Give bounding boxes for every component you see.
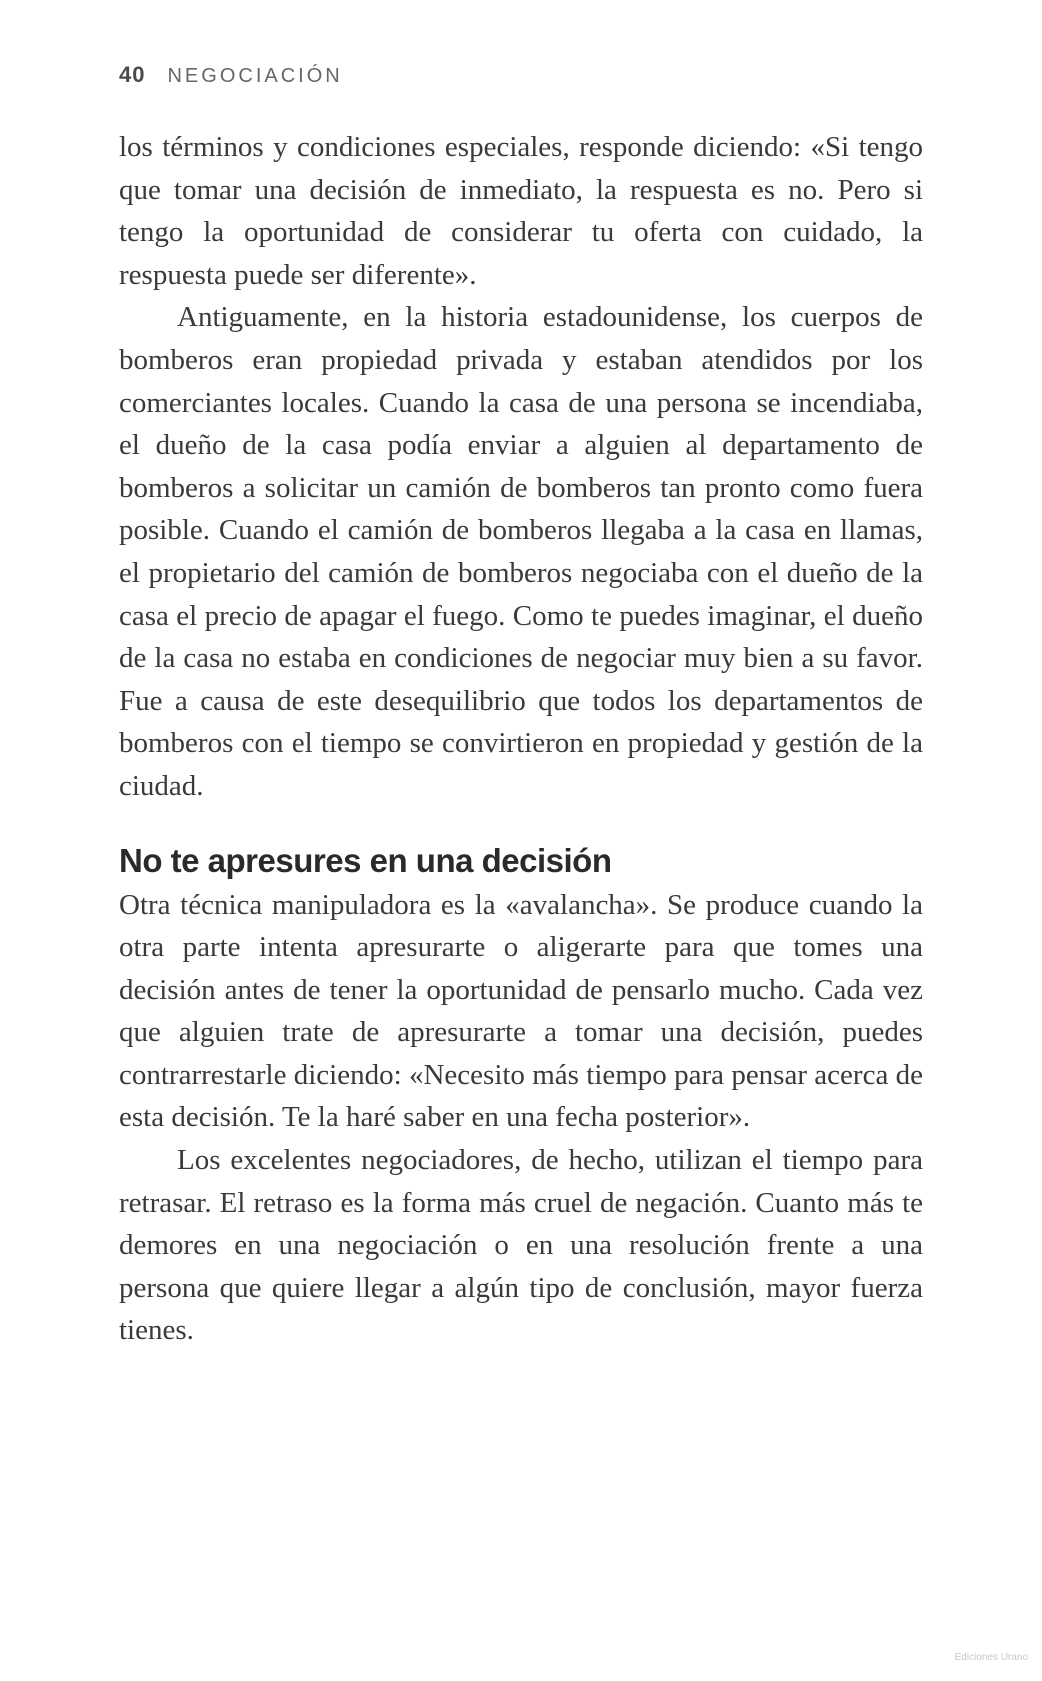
book-page xyxy=(119,62,923,1352)
running-head xyxy=(119,62,923,102)
section-heading: No te apresures en una decisión xyxy=(119,841,612,879)
paragraph-avalanche: Otra técnica manipuladora es la «avalancha». Se produce cuando la otra parte intenta apresurarte o aligerarte para que tomes una decisión antes de tener la oportunidad de pensarlo mucho. Cada vez que alguien trate de apresurarte a tomar una decisión, puedes contrarrestarle diciendo: «Necesito más tiempo para pensar acerca de esta decisión. Te la haré saber en una fecha posterior». xyxy=(119,888,923,1134)
paragraph-fire-departments: Antiguamente, en la historia estadounidense, los cuerpos de bomberos eran propiedad privada y estaban atendidos por los comerciantes locales. Cuando la casa de una persona se incendiaba, el dueño de la casa podía enviar a alguien al departamento de bomberos a solicitar un camión de bomberos tan pronto como fuera posible. Cuando el camión de bomberos llegaba a la casa en llamas, el propietario del camión de bomberos negociaba con el dueño de la casa el precio de apagar el fuego. Como te puedes imaginar, el dueño de la casa no estaba en condiciones de negociar muy bien a su favor. Fue a causa de este desequilibrio que todos los departamentos de bomberos con el tiempo se convirtieron en propiedad y gestión de la ciudad. xyxy=(119,301,923,802)
paragraph-continued: los términos y condiciones especiales, responde diciendo: «Si tengo que tomar una decisión de inmediato, la respuesta es no. Pero si tengo la oportunidad de considerar tu oferta con cuidado, la respuesta puede ser diferente». xyxy=(119,131,923,291)
paragraph-delay: Los excelentes negociadores, de hecho, utilizan el tiempo para retrasar. El retraso es la forma más cruel de negación. Cuanto más te demores en una negociación o en una resolución frente a una persona que quiere llegar a algún tipo de conclusión, mayor fuerza tienes. xyxy=(119,1144,923,1347)
publisher-watermark: Ediciones Urano xyxy=(954,1652,1028,1663)
page-number: 40 xyxy=(119,62,146,87)
book-title: NEGOCIACIÓN xyxy=(167,65,343,87)
